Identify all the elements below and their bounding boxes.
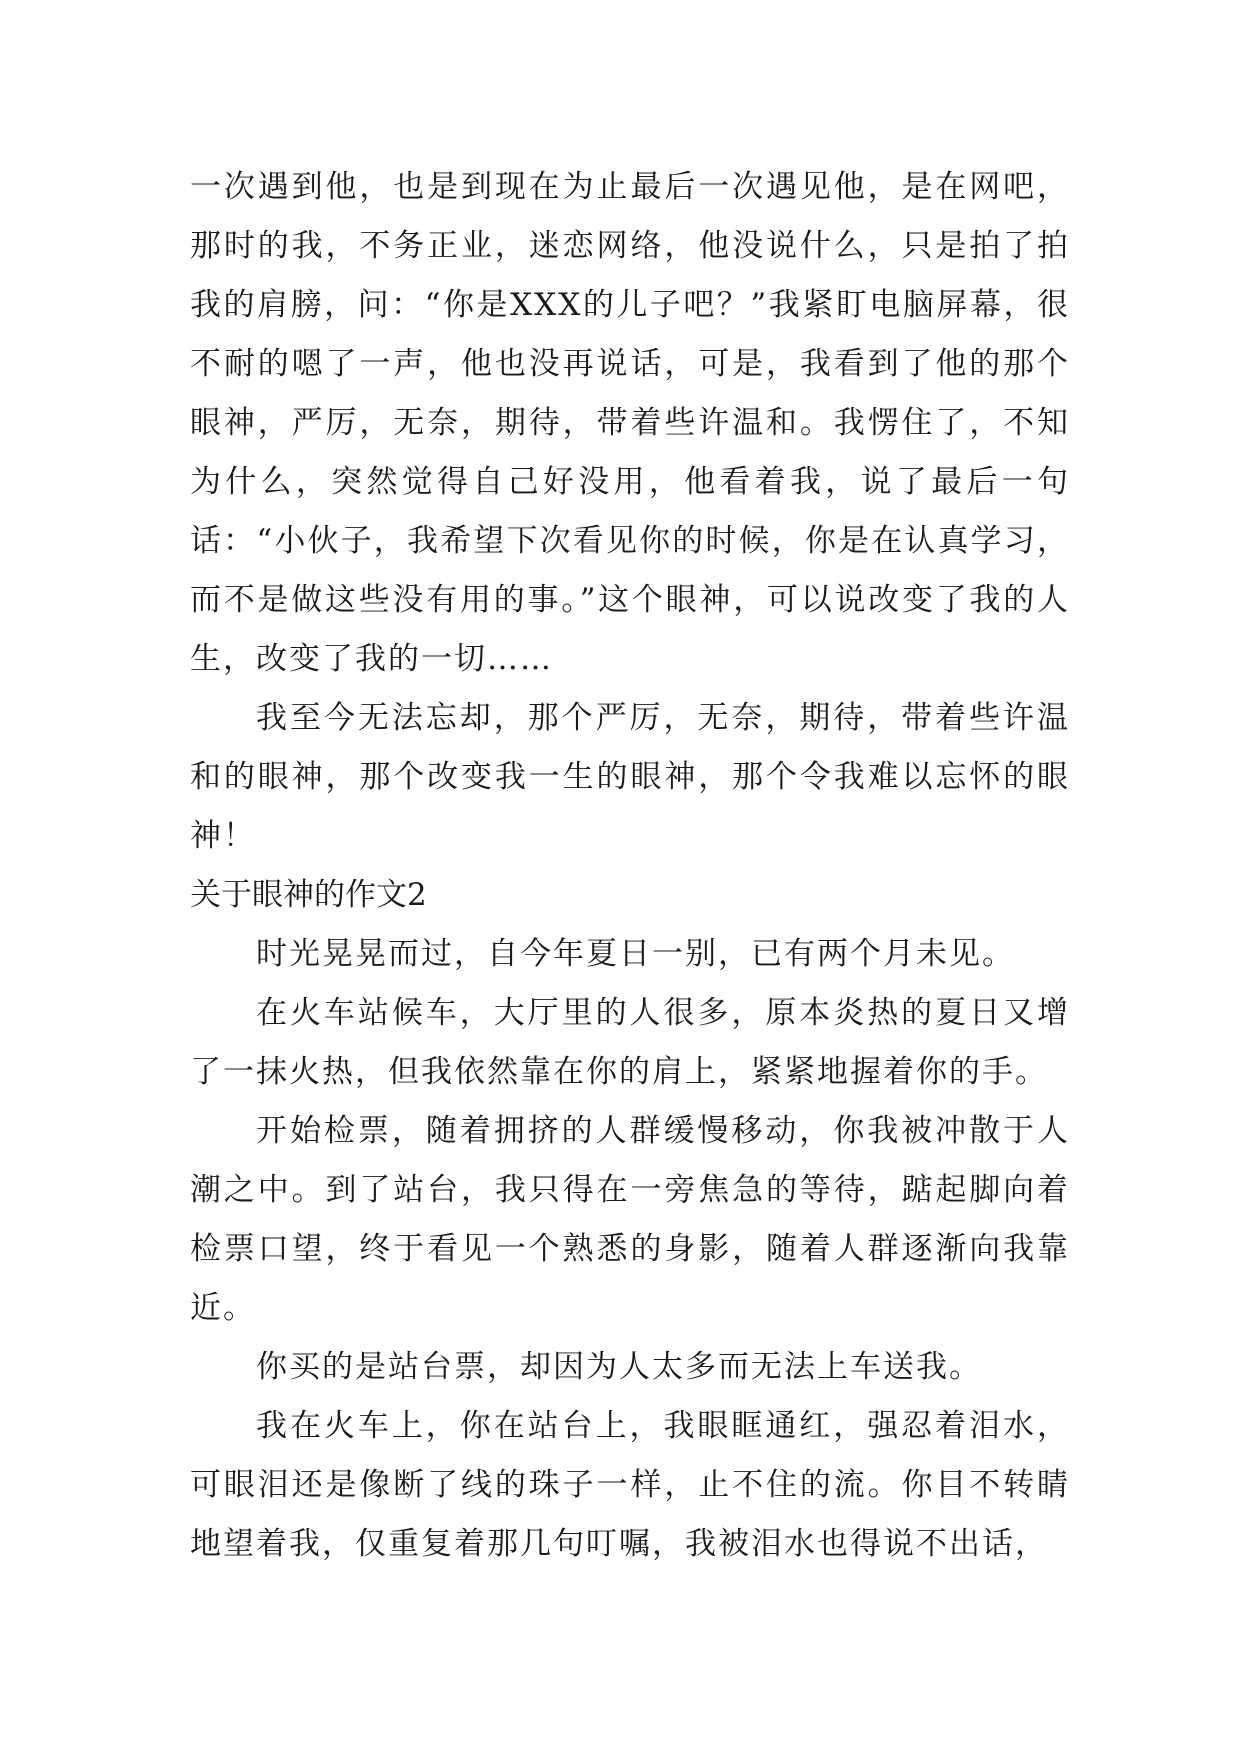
paragraph-1: 一次遇到他，也是到现在为止最后一次遇见他，是在网吧，那时的我，不务正业，迷恋网络，他没说什么，只是拍了拍我的肩膀，问：“你是XXX的儿子吧？”我紧盯电脑屏幕，很不耐的嗯了一声，他也没再说话，可是，我看到了他的那个眼神，严厉，无奈，期待，带着些许温和。我愣住了，不知为什么，突然觉得自己好没用，他看着我，说了最后一句话：“小伙子，我希望下次看见你的时候，你是在认真学习，而不是做这些没有用的事。”这个眼神，可以说改变了我的人生，改变了我的一切…… [190,169,1070,677]
section-heading: 关于眼神的作文2 [190,877,427,913]
document-body [190,158,1070,1574]
paragraph-3: 时光晃晃而过，自今年夏日一别，已有两个月未见。 [256,936,1015,972]
paragraph-2: 我至今无法忘却，那个严厉，无奈，期待，带着些许温和的眼神，那个改变我一生的眼神，那个令我难以忘怀的眼神！ [190,700,1070,854]
paragraph-7: 我在火车上，你在站台上，我眼眶通红，强忍着泪水，可眼泪还是像断了线的珠子一样，止不住的流。你目不转睛地望着我，仅重复着那几句叮嘱，我被泪水也得说不出话， [190,1408,1070,1562]
paragraph-4: 在火车站候车，大厅里的人很多，原本炎热的夏日又增了一抹火热，但我依然靠在你的肩上，紧紧地握着你的手。 [190,995,1070,1090]
paragraph-6: 你买的是站台票，却因为人太多而无法上车送我。 [256,1349,982,1385]
paragraph-5: 开始检票，随着拥挤的人群缓慢移动，你我被冲散于人潮之中。到了站台，我只得在一旁焦急的等待，踮起脚向着检票口望，终于看见一个熟悉的身影，随着人群逐渐向我靠近。 [190,1113,1070,1326]
